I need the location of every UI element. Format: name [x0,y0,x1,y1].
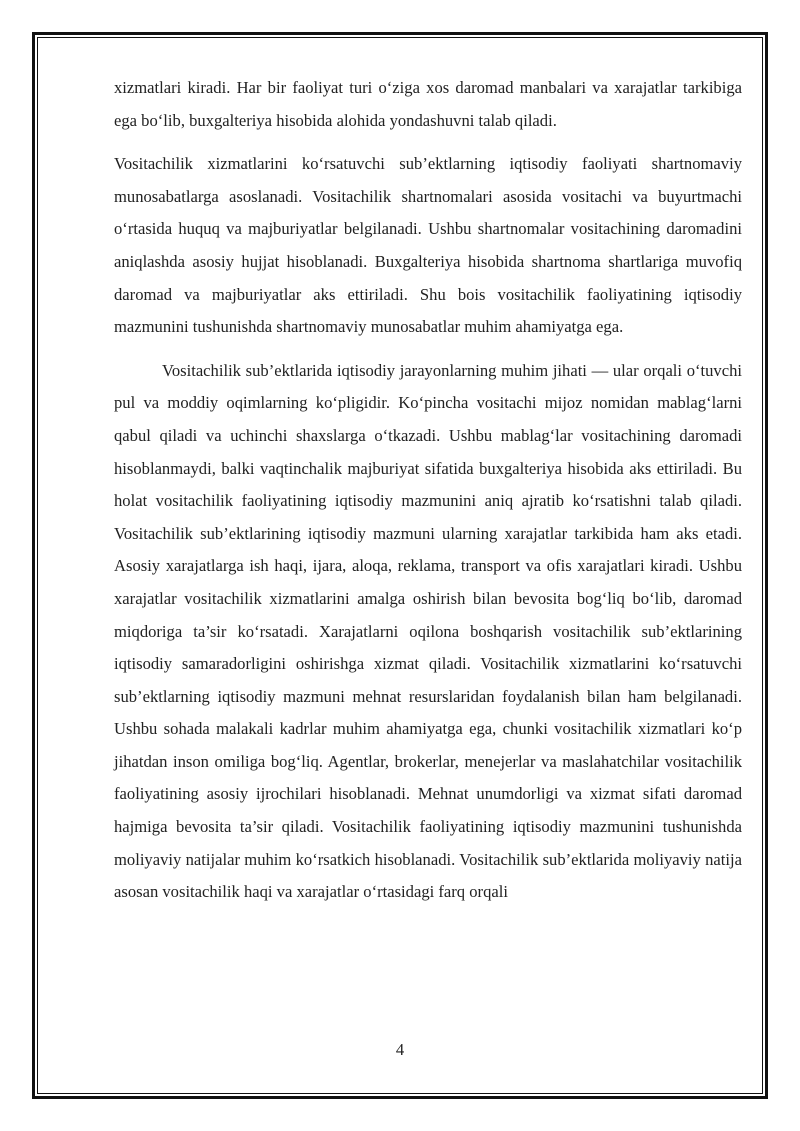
paragraph-continuation: xizmatlari kiradi. Har bir faoliyat turi o‘ziga xos daromad manbalari va xarajatlar tarkibiga ega bo‘lib, buxgalteriya hisobida alohida yondashuvni talab qiladi. [114,78,742,130]
paragraph-economic-processes: Vositachilik sub’ektlarida iqtisodiy jarayonlarning muhim jihati — ular orqali o‘tuvchi pul va moddiy oqimlarning ko‘pligidir. Ko‘pincha vositachi mijoz nomidan mablag‘larni qabul qiladi va uchinchi shaxslarga o‘tkazadi. Ushbu mablag‘lar vositachining daromadi hisoblanmaydi, balki vaqtinchalik majburiyat sifatida buxgalteriya hisobida aks ettiriladi. Bu holat vositachilik faoliyatining iqtisodiy mazmunini aniq ajratib ko‘rsatishni talab qiladi. Vositachilik sub’ektlarining iqtisodiy mazmuni ularning xarajatlar tarkibida ham aks etadi. Asosiy xarajatlarga ish haqi, ijara, aloqa, reklama, transport va ofis xarajatlari kiradi. Ushbu xarajatlar vositachilik xizmatlarini amalga oshirish bilan bevosita bog‘liq bo‘lib, daromad miqdoriga ta’sir ko‘rsatadi. Xarajatlarni oqilona boshqarish vositachilik sub’ektlarining iqtisodiy samaradorligini oshirishga xizmat qiladi. Vositachilik xizmatlarini ko‘rsatuvchi sub’ektlarning iqtisodiy mazmuni mehnat resurslaridan foydalanish bilan ham belgilanadi. Ushbu sohada malakali kadrlar muhim ahamiyatga ega, chunki vositachilik xizmatlari ko‘p jihatdan inson omiliga bog‘liq. Agentlar, brokerlar, menejerlar va maslahatchilar vositachilik faoliyatining asosiy ijrochilari hisoblanadi. Mehnat unumdorligi va xizmat sifati daromad hajmiga bevosita ta’sir qiladi. Vositachilik faoliyatining iqtisodiy mazmunini tushunishda moliyaviy natijalar muhim ko‘rsatkich hisoblanadi. Vositachilik sub’ektlarida moliyaviy natija asosan vositachilik haqi va xarajatlar o‘rtasidagi farq orqali [114,360,742,902]
page-number: 4 [395,1040,405,1059]
document-body [114,72,742,909]
paragraph-contractual-relations: Vositachilik xizmatlarini ko‘rsatuvchi sub’ektlarning iqtisodiy faoliyati shartnomaviy munosabatlarga asoslanadi. Vositachilik shartnomalari asosida vositachi va buyurtmachi o‘rtasida huquq va majburiyatlar belgilanadi. Ushbu shartnomalar vositachining daromadini aniqlashda asosiy hujjat hisoblanadi. Buxgalteriya hisobida shartnoma shartlariga muvofiq daromad va majburiyatlar aks ettiriladi. Shu bois vositachilik faoliyatining iqtisodiy mazmunini tushunishda shartnomaviy munosabatlar muhim ahamiyatga ega. [114,154,742,337]
